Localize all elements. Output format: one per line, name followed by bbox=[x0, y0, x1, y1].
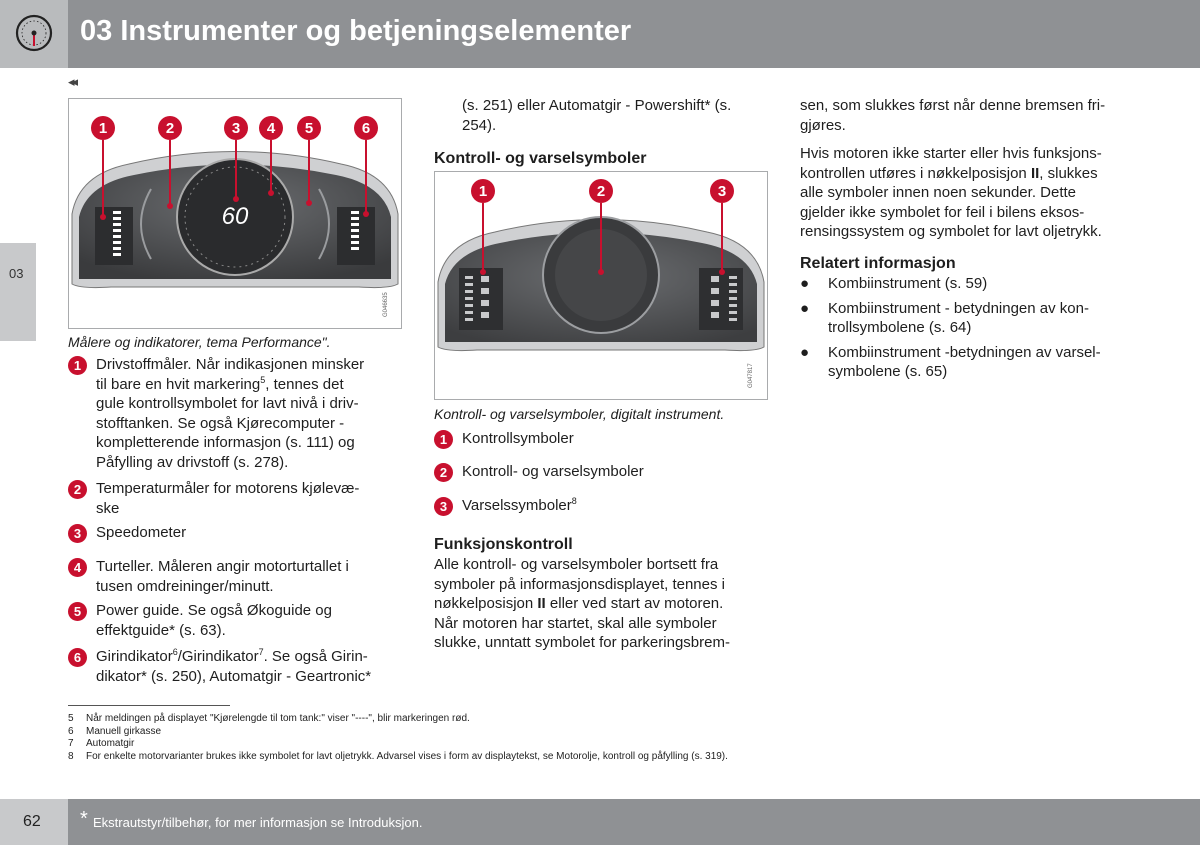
text-line: sen, som slukkes først når denne bremsen fri- bbox=[800, 97, 1106, 114]
text-line: Hvis motoren ikke starter eller hvis funksjons- bbox=[800, 145, 1102, 162]
link-text[interactable]: trollsymbolene (s. 64) bbox=[828, 319, 972, 337]
item-line: Varselssymboler$^8$ bbox=[462, 496, 577, 514]
item-line: Kontroll- og varselsymboler bbox=[462, 463, 644, 480]
bullet-icon: ● bbox=[800, 299, 810, 317]
list-item bbox=[68, 557, 398, 599]
page-header bbox=[0, 0, 1200, 68]
footnote: 6 Manuell girkasse bbox=[68, 725, 162, 737]
chapter-side-tab bbox=[0, 243, 36, 341]
back-arrows-icon[interactable]: ◂◂ bbox=[68, 74, 76, 89]
item-line: Speedometer bbox=[96, 524, 187, 541]
bullet-icon: ● bbox=[800, 275, 810, 292]
item-line: kompletterende informasjon (s. 111) og bbox=[96, 434, 355, 452]
page-footer bbox=[68, 799, 1200, 845]
section-heading: Kontroll- og varselsymboler bbox=[434, 150, 647, 167]
footnote: 7 Automatgir bbox=[68, 738, 135, 749]
text-line: kontrollen utføres i nøkkelposisjon II, slukkes bbox=[800, 164, 1098, 182]
text-line: alle symboler innen noen sekunder. Dette bbox=[800, 184, 1077, 202]
section-heading: Funksjonskontroll bbox=[434, 536, 573, 553]
asterisk-icon: * bbox=[80, 808, 88, 830]
list-item bbox=[68, 647, 398, 689]
figure2-caption: Kontroll- og varselsymboler, digitalt instrument. bbox=[434, 406, 725, 422]
text-line: slukke, unntatt symbolet for parkeringsbrem- bbox=[434, 634, 730, 652]
figure1-code: G046635 bbox=[383, 292, 389, 317]
footnotes bbox=[68, 713, 728, 763]
figure1-badge-3: 3 bbox=[231, 120, 241, 137]
continuation-text bbox=[462, 96, 772, 135]
figure1-badge-2: 2 bbox=[165, 120, 175, 137]
text-line: 254). bbox=[462, 116, 497, 134]
chapter-icon-box bbox=[0, 0, 68, 68]
item-line: stofftanken. Se også Kjørecomputer - bbox=[96, 414, 345, 432]
page-number-box bbox=[0, 799, 68, 845]
figure1-caption: Målere og indikatorer, tema Performance". bbox=[68, 334, 331, 350]
speed-readout: 60 bbox=[221, 203, 249, 230]
item-line: effektguide* (s. 63). bbox=[96, 621, 226, 639]
item-line: Girindikator$^6$/Girindikator$^7$. Se også Girin- bbox=[96, 647, 368, 665]
text-line: (s. 251) eller Automatgir - Powershift* (s. bbox=[462, 97, 732, 114]
list-item bbox=[434, 496, 764, 518]
item-badge: 2 bbox=[434, 463, 453, 482]
list-item bbox=[68, 479, 398, 521]
right-paragraph-1 bbox=[800, 96, 1140, 135]
gauge-icon bbox=[15, 14, 53, 52]
figure1-badge-1: 1 bbox=[98, 120, 108, 137]
text-line: Når motoren har startet, skal alle symboler bbox=[434, 614, 717, 632]
footer-text: Ekstrautstyr/tilbehør, for mer informasjon se Introduksjon. bbox=[93, 815, 423, 830]
list-item bbox=[434, 429, 764, 451]
item-line: Turteller. Måleren angir motorturtallet i bbox=[96, 558, 349, 575]
link-text[interactable]: symbolene (s. 65) bbox=[828, 363, 948, 381]
list-item bbox=[68, 601, 398, 643]
figure1-badge-4: 4 bbox=[266, 120, 276, 137]
chapter-number: 03 bbox=[9, 266, 24, 281]
footnote-rule bbox=[68, 705, 230, 706]
right-paragraph-2 bbox=[800, 144, 1140, 242]
list-item bbox=[68, 523, 398, 545]
figure2-badge-1: 1 bbox=[478, 183, 488, 200]
item-line: Temperaturmåler for motorens kjølevæ- bbox=[96, 480, 360, 497]
related-link[interactable] bbox=[800, 299, 1140, 338]
bullet-icon: ● bbox=[800, 343, 810, 361]
item-badge: 2 bbox=[68, 480, 87, 499]
item-badge: 1 bbox=[434, 430, 453, 449]
item-badge: 4 bbox=[68, 558, 87, 577]
item-badge: 6 bbox=[68, 648, 87, 667]
item-line: til bare en hvit markering$^5$, tennes det bbox=[96, 374, 344, 393]
item-line: Kontrollsymboler bbox=[462, 430, 574, 447]
item-badge: 1 bbox=[68, 356, 87, 375]
footnote: 8 For enkelte motorvarianter brukes ikke symbolet for lavt oljetrykk. Advarsel vises i form av displaytekst, se Motorolje, kontroll og påfylling (s. 319). bbox=[68, 750, 728, 762]
figure1-badge-5: 5 bbox=[304, 120, 314, 137]
item-line: gule kontrollsymbolet for lavt nivå i driv- bbox=[96, 395, 359, 413]
item-line: Power guide. Se også Økoguide og bbox=[96, 602, 332, 619]
figure-instrument-cluster bbox=[68, 98, 402, 329]
item-line: tusen omdreininger/minutt. bbox=[96, 577, 274, 595]
page-title: 03 Instrumenter og betjeningselementer bbox=[80, 15, 632, 47]
list-item bbox=[68, 355, 398, 475]
related-link[interactable] bbox=[800, 274, 1140, 294]
item-line: Drivstoffmåler. Når indikasjonen minsker bbox=[96, 356, 365, 373]
related-heading: Relatert informasjon bbox=[800, 255, 956, 272]
figure2-badge-3: 3 bbox=[717, 183, 727, 200]
item-line: dikator* (s. 250), Automatgir - Geartronic* bbox=[96, 667, 372, 685]
link-text[interactable]: Kombiinstrument (s. 59) bbox=[828, 275, 988, 292]
text-line: nøkkelposisjon II eller ved start av motoren. bbox=[434, 595, 724, 613]
item-line: ske bbox=[96, 499, 120, 517]
list-item bbox=[434, 462, 764, 484]
footnote: 5 Når meldingen på displayet "Kjørelengde til tom tank:" viser "----", blir markeringen rød. bbox=[68, 713, 470, 724]
text-line: gjøres. bbox=[800, 116, 846, 134]
figure2-code: G047817 bbox=[748, 363, 754, 388]
text-line: gjelder ikke symbolet for feil i bilens eksos- bbox=[800, 203, 1085, 221]
page-number: 62 bbox=[23, 813, 41, 830]
figure-warning-symbols bbox=[434, 171, 768, 400]
link-text[interactable]: Kombiinstrument -betydningen av varsel- bbox=[828, 343, 1101, 361]
function-check-text bbox=[434, 555, 764, 653]
figure1-badge-6: 6 bbox=[361, 120, 371, 137]
item-badge: 3 bbox=[434, 497, 453, 516]
text-line: symboler på informasjonsdisplayet, tennes i bbox=[434, 575, 725, 593]
figure2-badge-2: 2 bbox=[596, 183, 606, 200]
item-badge: 3 bbox=[68, 524, 87, 543]
text-line: rensingssystem og symbolet for lavt oljetrykk. bbox=[800, 223, 1102, 241]
related-link[interactable] bbox=[800, 343, 1140, 382]
item-line: Påfylling av drivstoff (s. 278). bbox=[96, 453, 289, 471]
text-line: Alle kontroll- og varselsymboler bortsett fra bbox=[434, 556, 719, 573]
item-badge: 5 bbox=[68, 602, 87, 621]
related-list bbox=[800, 274, 1140, 387]
link-text[interactable]: Kombiinstrument - betydningen av kon- bbox=[828, 299, 1089, 317]
